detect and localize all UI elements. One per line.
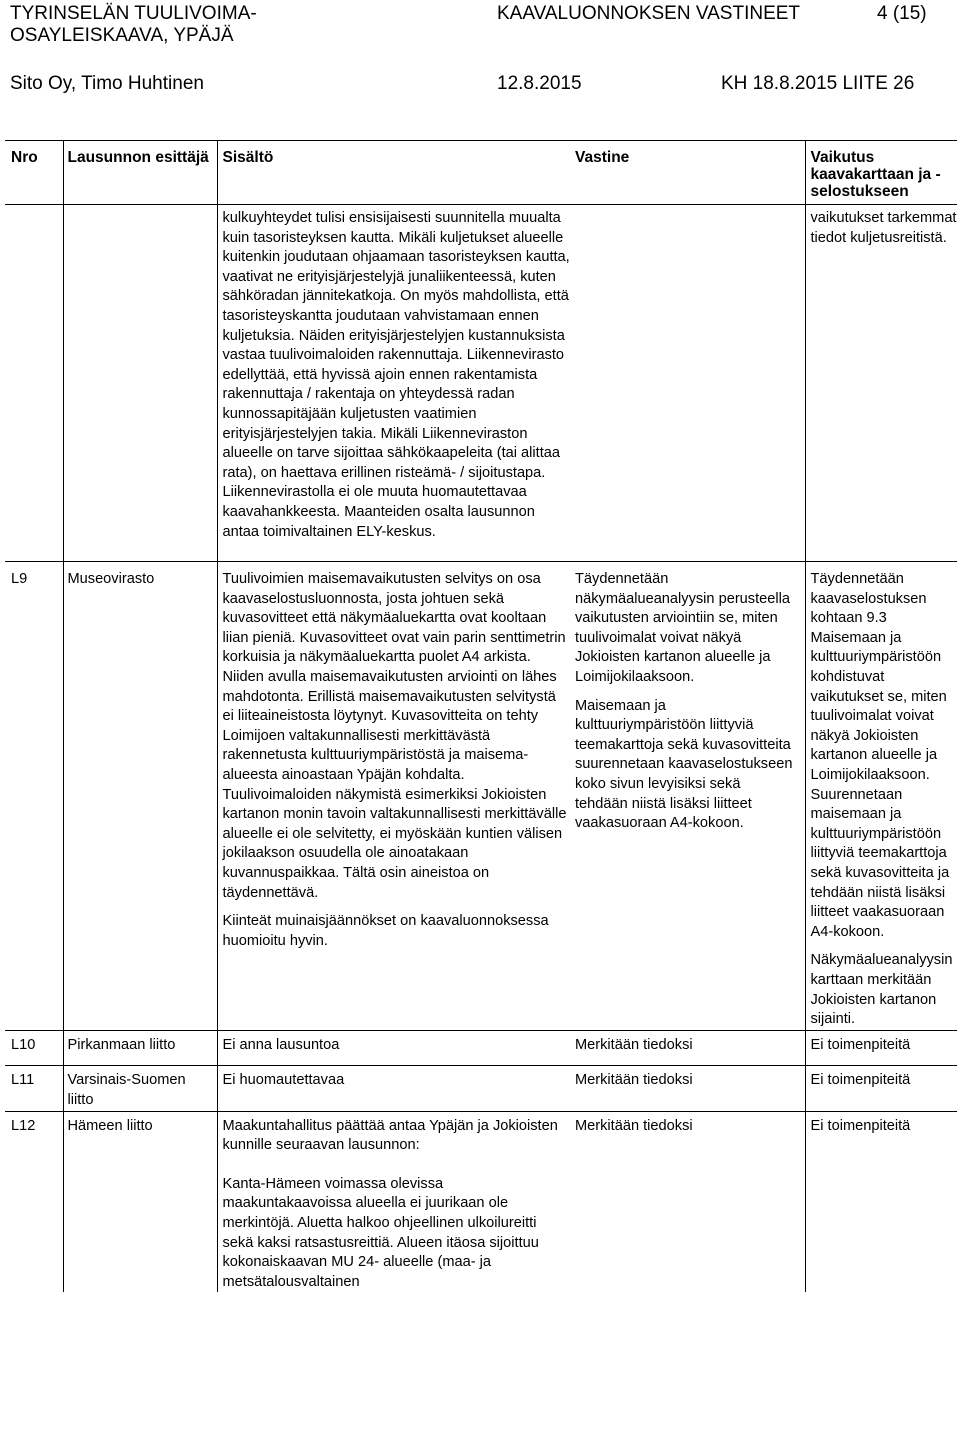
table-row-continued bbox=[5, 205, 957, 562]
row-effect-paragraph: Täydennetään kaavaselostuksen kohtaan 9.3 Maisemaan ja kulttuuriympäristöön kohdistuvat vaikutukset se, miten tuulivoimalat voivat näkyä Jokioisten kartanon alueelle ja Loimijokilaaksoon. Suurennetaan maisemaan ja kulttuuriympäristöön liittyviä teemakarttoja sekä kuvasovitteita ja tehdään niistä lisäksi liitteet vaakasuoraan A4-kokoon. bbox=[810, 571, 950, 940]
row-response: Merkitään tiedoksi bbox=[570, 1066, 805, 1111]
row-number: L9 bbox=[5, 562, 63, 1031]
row-submitter: Pirkanmaan liitto bbox=[63, 1030, 217, 1066]
row-effect-paragraph: Näkymäalueanalyysin karttaan merkitään Jokioisten kartanon sijainti. bbox=[810, 952, 953, 1028]
header-reference: KH 18.8.2015 LIITE 26 bbox=[721, 73, 915, 94]
row-response-paragraph: Täydennetään näkymäalueanalyysin perusteella vaikutusten arviointiin se, miten tuulivoimalat voivat näkyä Jokioisten kartanon alueelle ja Loimijokilaaksoon. bbox=[575, 571, 790, 686]
response-table bbox=[5, 140, 957, 1292]
row-number: L10 bbox=[5, 1030, 63, 1066]
table-row-l9 bbox=[5, 562, 957, 1031]
header-page-number: 4 (15) bbox=[877, 3, 927, 24]
row-content-paragraph: Tuulivoimien maisemavaikutusten selvitys on osa kaavaselostusluonnosta, josta johtuen sekä kuvasovitteet että näkymäaluekartta ovat kooltaan liian pieniä. Kuvasovitteet ovat vain parin senttimetrin korkuisia ja näkymäaluekartta puolet A4 arkista. Niiden avulla maisemavaikutusten arviointi on lähes mahdotonta. Erillistä maisemavaikutusten selvitystä ei liiteaineistosta löytynyt. Kuvasovitteita on tehty Loimijoen valtakunnallisesti merkittävästä rakennetusta kulttuuriympäristöstä ja maisema-alueesta ainoastaan Ypäjän kohdalta. Tuulivoimaloiden näkymistä esimerkiksi Jokioisten kartanon monin tavoin valtakunnallisesti merkittävälle alueelle ei ole selvitetty, ei myöskään kuntien välisen jokilaakson osuudella ole ainoatakaan kuvannuspaikkaa. Tältä osin aineistoa on täydennettävä. bbox=[222, 571, 567, 901]
table-row-l12 bbox=[5, 1111, 957, 1292]
table-row-l10 bbox=[5, 1030, 957, 1066]
row-content-paragraph: Kiinteät muinaisjäännökset on kaavaluonnoksessa huomioitu hyvin. bbox=[222, 913, 549, 949]
col-header-sisalto: Sisältö bbox=[217, 141, 570, 205]
header-title-line1: TYRINSELÄN TUULIVOIMA- bbox=[10, 3, 257, 24]
header-title-line2: OSAYLEISKAAVA, YPÄJÄ bbox=[10, 25, 234, 46]
row-effect: Ei toimenpiteitä bbox=[805, 1030, 957, 1066]
row-content: Ei anna lausuntoa bbox=[217, 1030, 570, 1066]
row-submitter: Varsinais-Suomen liitto bbox=[63, 1066, 217, 1111]
row-content-paragraph: Maakuntahallitus päättää antaa Ypäjän ja Jokioisten kunnille seuraavan lausunnon: bbox=[222, 1117, 558, 1154]
col-header-esittaja: Lausunnon esittäjä bbox=[63, 141, 217, 205]
continued-effect: vaikutukset tarkemmat tiedot kuljetusreitistä. bbox=[810, 210, 957, 246]
row-submitter: Museovirasto bbox=[63, 562, 217, 1031]
header-date: 12.8.2015 bbox=[497, 73, 582, 94]
header-author: Sito Oy, Timo Huhtinen bbox=[10, 73, 204, 94]
continued-content: kulkuyhteydet tulisi ensisijaisesti suunnitella muualta kuin tasoristeyksen kautta. Mikäli kuljetukset alueelle kuitenkin joudutaan ohjaamaan tasoristeyksen kautta, vaativat ne erityisjärjestelyjä junaliikenteessä, kuten sähköradan jännitekatkoja. On myös mahdollista, että tasoristeyskantta joudutaan vahvistamaan ennen kuljetuksia. Näiden erityisjärjestelyjen kustannuksista vastaa tuulivoimaloiden rakennuttaja. Liikennevirasto edellyttää, että hyvissä ajoin ennen rakentamista rakennuttaja / rakentaja on yhteydessä radan kunnossapitäjään kuljetusten vaatimien erityisjärjestelyjen takia. Mikäli Liikenneviraston alueelle on tarve sijoittaa sähkökaapeleita (tai alittaa rata), on haettava erillinen risteämä- / sijoitustapa. Liikennevirastolla ei ole muuta huomautettavaa kaavahankkeesta. Maanteiden osalta lausunnon antaa toimivaltainen ELY-keskus. bbox=[222, 210, 570, 540]
row-effect: Ei toimenpiteitä bbox=[805, 1066, 957, 1111]
header-document-type: KAAVALUONNOKSEN VASTINEET bbox=[497, 3, 801, 24]
col-header-vastine: Vastine bbox=[570, 141, 805, 205]
row-response: Merkitään tiedoksi bbox=[570, 1111, 805, 1292]
row-response-paragraph: Maisemaan ja kulttuuriympäristöön liittyviä teemakarttoja sekä kuvasovitteita suurennetaan kaavaselostukseen koko sivun levyisiksi sekä tehdään niistä lisäksi liitteet vaakasuoraan A4-kokoon. bbox=[575, 697, 793, 832]
row-content-paragraph: Kanta-Hämeen voimassa olevissa maakuntakaavoissa alueella ei juurikaan ole merkintöjä. Aluetta halkoo ohjeellinen ulkoilureitti sekä kaksi ratsastusreittiä. Alueen itäosa sijoittuu kokonaiskaavan MU 24- alueelle (maa- ja metsätalousvaltainen bbox=[222, 1175, 539, 1290]
row-number: L12 bbox=[5, 1111, 63, 1292]
row-response: Merkitään tiedoksi bbox=[570, 1030, 805, 1066]
table-row-l11 bbox=[5, 1066, 957, 1111]
col-header-vaikutus: Vaikutus kaavakarttaan ja -selostukseen bbox=[805, 141, 957, 205]
row-content: Ei huomautettavaa bbox=[217, 1066, 570, 1111]
row-number: L11 bbox=[5, 1066, 63, 1111]
row-submitter: Hämeen liitto bbox=[63, 1111, 217, 1292]
col-header-nro: Nro bbox=[5, 141, 63, 205]
table-header-row bbox=[5, 141, 957, 205]
row-effect: Ei toimenpiteitä bbox=[805, 1111, 957, 1292]
